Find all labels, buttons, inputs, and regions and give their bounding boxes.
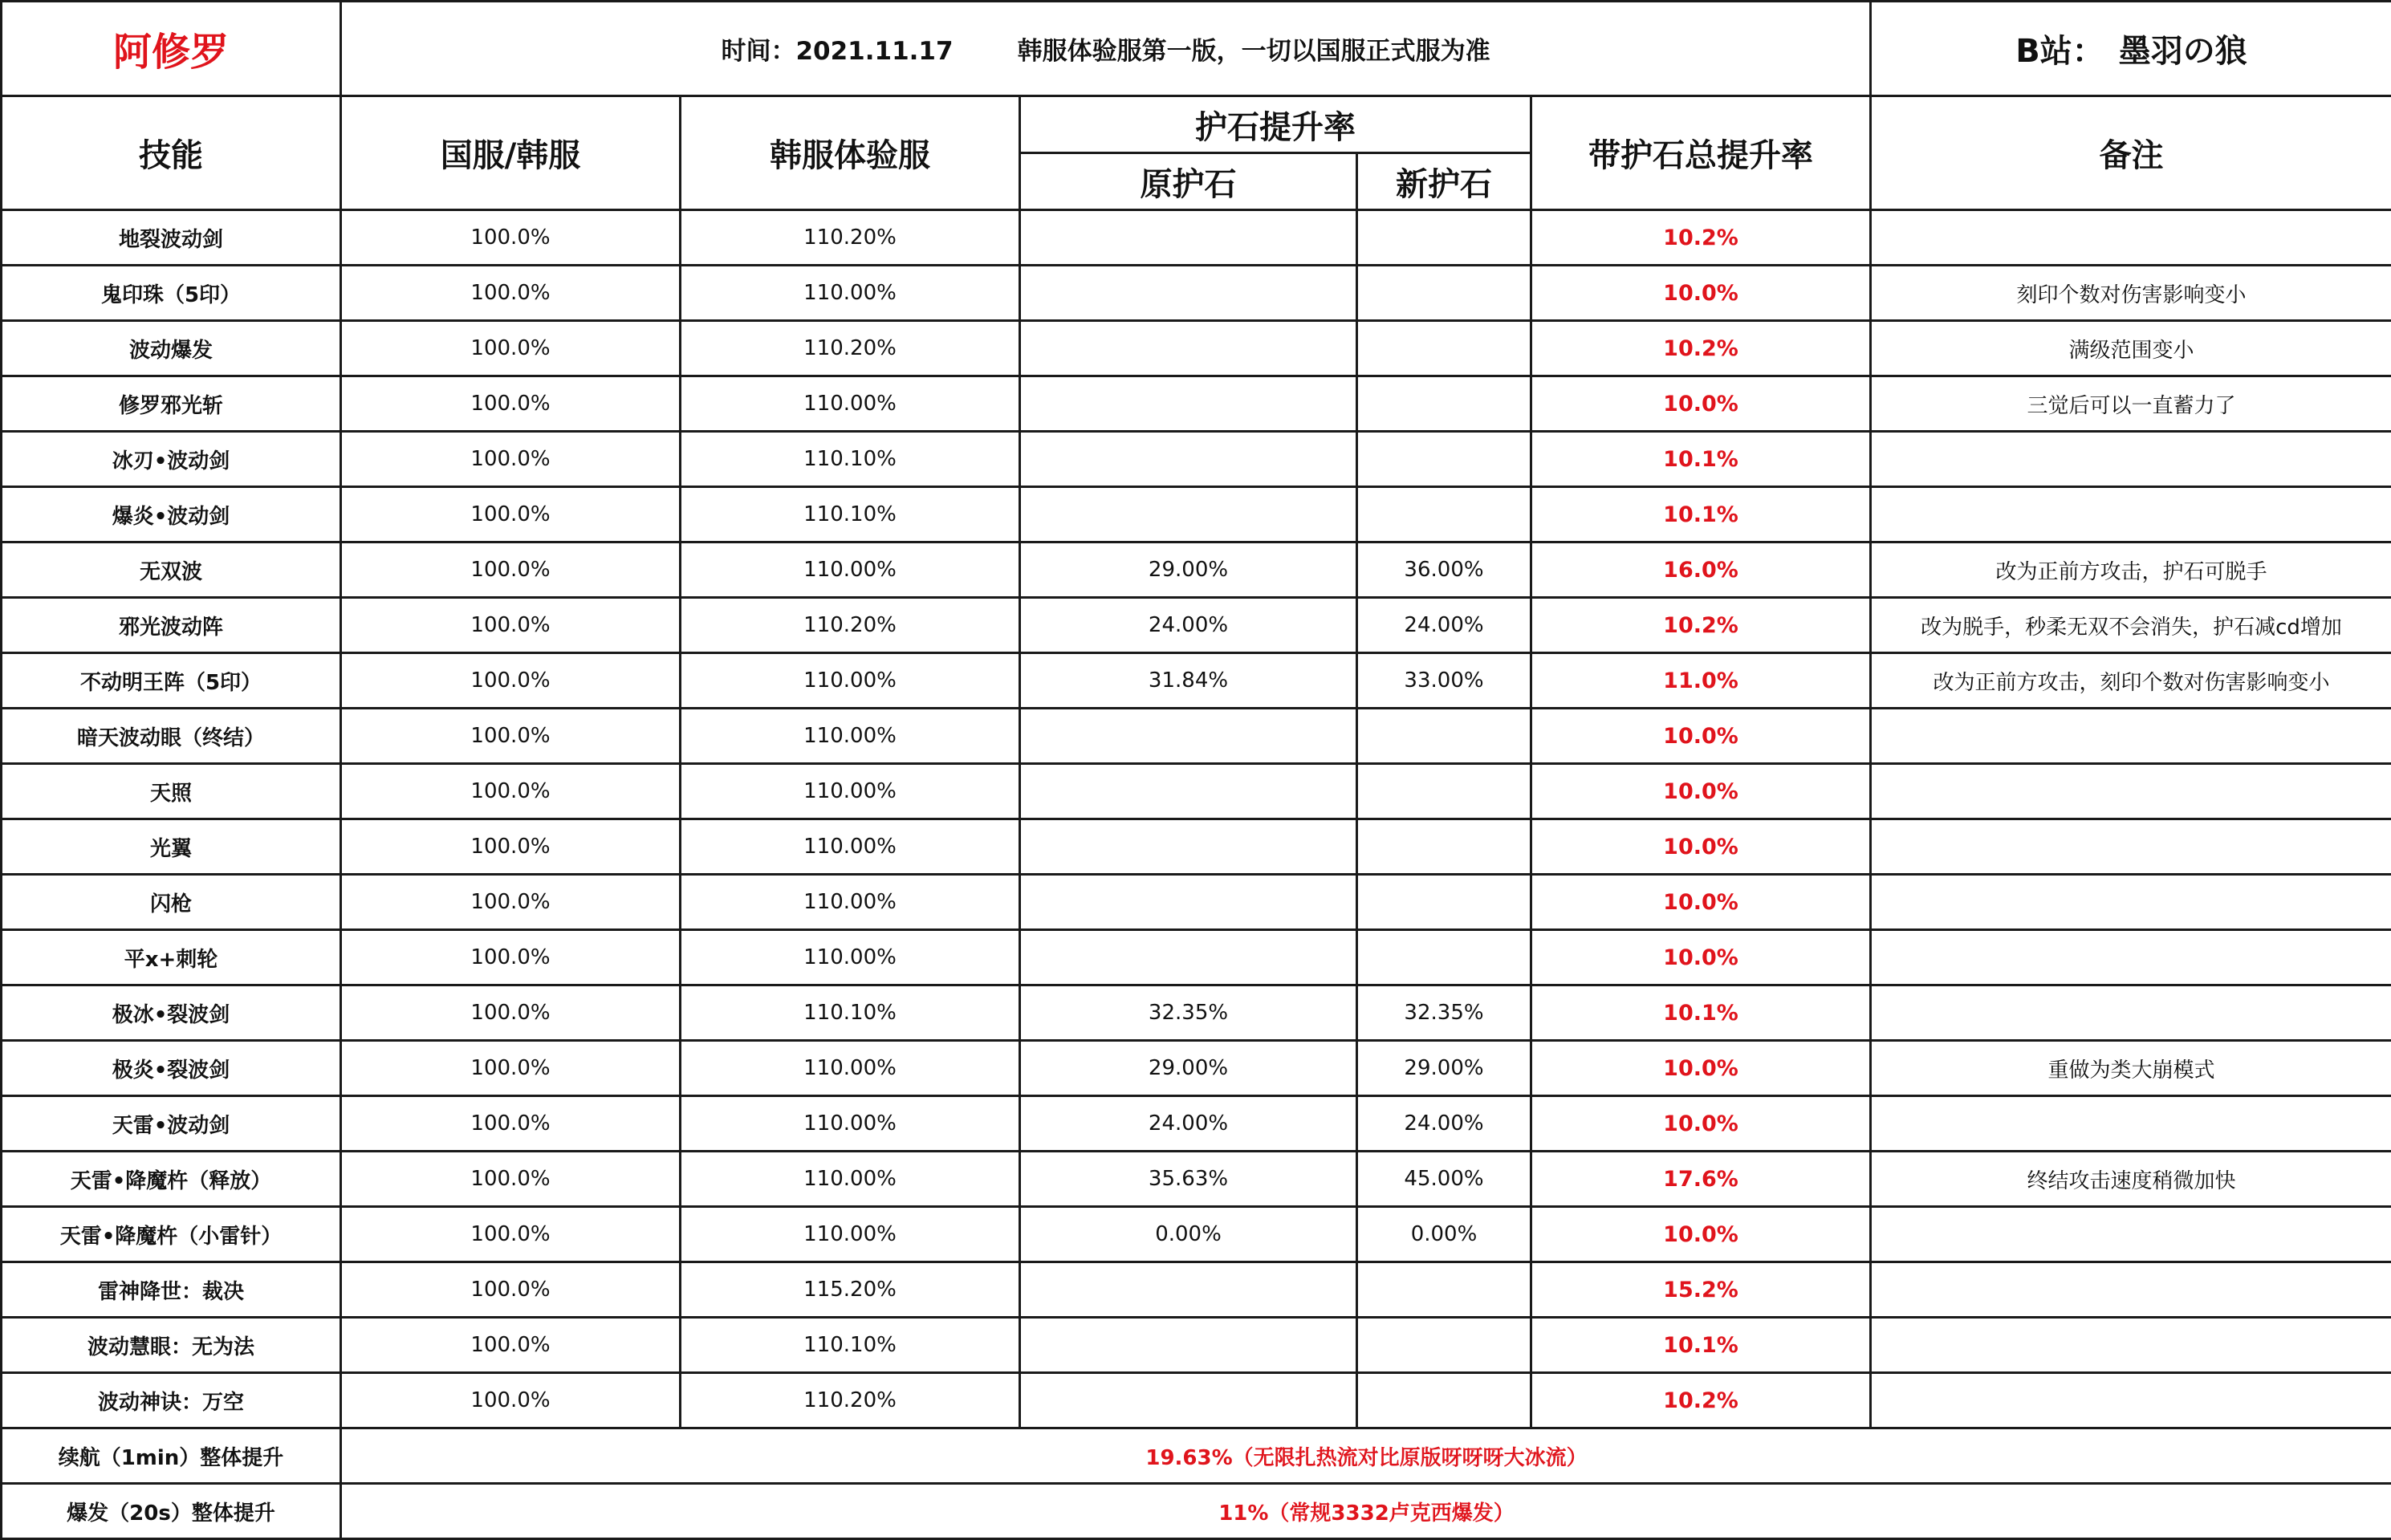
total-rate-cell[interactable]: 17.6% [1531, 1152, 1871, 1207]
kr-test-cell[interactable]: 110.00% [681, 875, 1020, 930]
skill-name-cell[interactable]: 闪枪 [2, 875, 341, 930]
old-stone-cell[interactable]: 0.00% [1020, 1207, 1357, 1262]
skill-name-cell[interactable]: 修罗邪光斩 [2, 376, 341, 432]
col-header-new-stone[interactable]: 新护石 [1357, 153, 1531, 210]
table-row [2, 432, 2391, 487]
old-stone-cell[interactable]: 31.84% [1020, 653, 1357, 709]
summary-row [2, 1484, 2391, 1539]
note-cell[interactable]: 重做为类大崩模式 [1871, 1041, 2391, 1096]
table-row [2, 542, 2391, 598]
skill-name-cell[interactable]: 地裂波动剑 [2, 210, 341, 266]
skill-name-cell[interactable]: 波动慧眼：无为法 [2, 1318, 341, 1373]
kr-test-cell[interactable]: 110.00% [681, 764, 1020, 819]
version-info-cell[interactable] [341, 2, 1871, 96]
old-stone-cell[interactable] [1020, 1373, 1357, 1428]
summary-label-cell[interactable]: 续航（1min）整体提升 [2, 1428, 341, 1484]
total-rate-cell[interactable]: 10.0% [1531, 930, 1871, 985]
old-stone-cell[interactable] [1020, 432, 1357, 487]
cn-kr-cell[interactable]: 100.0% [341, 321, 681, 376]
skill-name-cell[interactable]: 光翼 [2, 819, 341, 875]
skill-name-cell[interactable]: 不动明王阵（5印） [2, 653, 341, 709]
new-stone-cell[interactable] [1357, 1373, 1531, 1428]
new-stone-cell[interactable] [1357, 764, 1531, 819]
note-cell[interactable] [1871, 764, 2391, 819]
kr-test-cell[interactable]: 110.00% [681, 376, 1020, 432]
cn-kr-cell[interactable]: 100.0% [341, 764, 681, 819]
table-row [2, 930, 2391, 985]
character-name[interactable]: 阿修罗 [2, 2, 341, 96]
total-rate-cell[interactable]: 10.2% [1531, 210, 1871, 266]
cn-kr-cell[interactable]: 100.0% [341, 376, 681, 432]
kr-test-cell[interactable]: 110.10% [681, 1318, 1020, 1373]
note-cell[interactable] [1871, 875, 2391, 930]
new-stone-cell[interactable] [1357, 930, 1531, 985]
total-rate-cell[interactable]: 10.1% [1531, 1318, 1871, 1373]
new-stone-cell[interactable]: 24.00% [1357, 1096, 1531, 1152]
new-stone-cell[interactable] [1357, 376, 1531, 432]
total-rate-cell[interactable]: 10.0% [1531, 1096, 1871, 1152]
table-row [2, 819, 2391, 875]
skill-name-cell[interactable]: 平x+刺轮 [2, 930, 341, 985]
note-cell[interactable] [1871, 1096, 2391, 1152]
old-stone-cell[interactable] [1020, 487, 1357, 542]
total-rate-cell[interactable]: 10.0% [1531, 1207, 1871, 1262]
new-stone-cell[interactable] [1357, 321, 1531, 376]
kr-test-cell[interactable]: 110.00% [681, 653, 1020, 709]
skill-name-cell[interactable]: 波动爆发 [2, 321, 341, 376]
kr-test-cell[interactable]: 110.00% [681, 930, 1020, 985]
skill-name-cell[interactable]: 天照 [2, 764, 341, 819]
new-stone-cell[interactable] [1357, 875, 1531, 930]
skill-name-cell[interactable]: 极炎•裂波剑 [2, 1041, 341, 1096]
new-stone-cell[interactable] [1357, 819, 1531, 875]
skill-name-cell[interactable]: 极冰•裂波剑 [2, 985, 341, 1041]
note-cell[interactable] [1871, 985, 2391, 1041]
total-rate-cell[interactable]: 10.1% [1531, 985, 1871, 1041]
old-stone-cell[interactable] [1020, 930, 1357, 985]
old-stone-cell[interactable] [1020, 819, 1357, 875]
table-row [2, 487, 2391, 542]
skill-name-cell[interactable]: 波动神诀：万空 [2, 1373, 341, 1428]
table-row [2, 1262, 2391, 1318]
total-rate-cell[interactable]: 16.0% [1531, 542, 1871, 598]
kr-test-cell[interactable]: 110.00% [681, 819, 1020, 875]
cn-kr-cell[interactable]: 100.0% [341, 875, 681, 930]
cn-kr-cell[interactable]: 100.0% [341, 1096, 681, 1152]
note-cell[interactable] [1871, 487, 2391, 542]
new-stone-cell[interactable]: 0.00% [1357, 1207, 1531, 1262]
old-stone-cell[interactable] [1020, 210, 1357, 266]
cn-kr-cell[interactable]: 100.0% [341, 487, 681, 542]
total-rate-cell[interactable]: 10.0% [1531, 1041, 1871, 1096]
author-cell[interactable] [1871, 2, 2391, 96]
skill-name-cell[interactable]: 雷神降世：裁决 [2, 1262, 341, 1318]
kr-test-cell[interactable]: 110.00% [681, 1207, 1020, 1262]
col-header-kr-test[interactable]: 韩服体验服 [681, 96, 1020, 210]
note-cell[interactable]: 改为正前方攻击，刻印个数对伤害影响变小 [1871, 653, 2391, 709]
col-header-total[interactable]: 带护石总提升率 [1531, 96, 1871, 210]
kr-test-cell[interactable]: 110.20% [681, 321, 1020, 376]
old-stone-cell[interactable] [1020, 321, 1357, 376]
new-stone-cell[interactable]: 24.00% [1357, 598, 1531, 653]
skill-name-cell[interactable]: 天雷•降魔杵（释放） [2, 1152, 341, 1207]
cn-kr-cell[interactable]: 100.0% [341, 1207, 681, 1262]
note-cell[interactable] [1871, 819, 2391, 875]
kr-test-cell[interactable]: 110.00% [681, 542, 1020, 598]
kr-test-cell[interactable]: 110.20% [681, 598, 1020, 653]
col-header-stone-group[interactable]: 护石提升率 [1020, 96, 1531, 153]
note-cell[interactable] [1871, 1207, 2391, 1262]
skill-name-cell[interactable]: 鬼印珠（5印） [2, 266, 341, 321]
new-stone-cell[interactable] [1357, 210, 1531, 266]
kr-test-cell[interactable]: 110.00% [681, 1041, 1020, 1096]
old-stone-cell[interactable]: 29.00% [1020, 1041, 1357, 1096]
cn-kr-cell[interactable]: 100.0% [341, 1318, 681, 1373]
cn-kr-cell[interactable]: 100.0% [341, 542, 681, 598]
note-cell[interactable] [1871, 930, 2391, 985]
cn-kr-cell[interactable]: 100.0% [341, 598, 681, 653]
skill-name-cell[interactable]: 爆炎•波动剑 [2, 487, 341, 542]
skill-name-cell[interactable]: 邪光波动阵 [2, 598, 341, 653]
kr-test-cell[interactable]: 110.00% [681, 1096, 1020, 1152]
cn-kr-cell[interactable]: 100.0% [341, 1041, 681, 1096]
table-row [2, 266, 2391, 321]
note-cell[interactable] [1871, 210, 2391, 266]
skill-name-cell[interactable]: 冰刃•波动剑 [2, 432, 341, 487]
new-stone-cell[interactable]: 29.00% [1357, 1041, 1531, 1096]
total-rate-cell[interactable]: 10.0% [1531, 709, 1871, 764]
new-stone-cell[interactable]: 36.00% [1357, 542, 1531, 598]
skill-name-cell[interactable]: 暗天波动眼（终结） [2, 709, 341, 764]
col-header-old-stone[interactable]: 原护石 [1020, 153, 1357, 210]
old-stone-cell[interactable] [1020, 1262, 1357, 1318]
note-cell[interactable] [1871, 1262, 2391, 1318]
cn-kr-cell[interactable]: 100.0% [341, 432, 681, 487]
table-row [2, 709, 2391, 764]
cn-kr-cell[interactable]: 100.0% [341, 930, 681, 985]
total-rate-cell[interactable]: 11.0% [1531, 653, 1871, 709]
total-rate-cell[interactable]: 10.2% [1531, 598, 1871, 653]
note-cell[interactable] [1871, 1373, 2391, 1428]
skill-name-cell[interactable]: 无双波 [2, 542, 341, 598]
total-rate-cell[interactable]: 10.0% [1531, 875, 1871, 930]
new-stone-cell[interactable] [1357, 1318, 1531, 1373]
note-cell[interactable]: 改为正前方攻击，护石可脱手 [1871, 542, 2391, 598]
table-row [2, 1373, 2391, 1428]
note-cell[interactable] [1871, 709, 2391, 764]
cn-kr-cell[interactable]: 100.0% [341, 266, 681, 321]
cn-kr-cell[interactable]: 100.0% [341, 709, 681, 764]
old-stone-cell[interactable]: 35.63% [1020, 1152, 1357, 1207]
col-header-note[interactable]: 备注 [1871, 96, 2391, 210]
note-cell[interactable]: 三觉后可以一直蓄力了 [1871, 376, 2391, 432]
total-rate-cell[interactable]: 10.2% [1531, 1373, 1871, 1428]
old-stone-cell[interactable]: 24.00% [1020, 598, 1357, 653]
new-stone-cell[interactable]: 33.00% [1357, 653, 1531, 709]
col-header-skill[interactable]: 技能 [2, 96, 341, 210]
old-stone-cell[interactable] [1020, 376, 1357, 432]
kr-test-cell[interactable]: 110.20% [681, 1373, 1020, 1428]
title-row [2, 2, 2391, 96]
table-row [2, 985, 2391, 1041]
kr-test-cell[interactable]: 110.00% [681, 1152, 1020, 1207]
table-row [2, 653, 2391, 709]
summary-label-cell[interactable]: 爆发（20s）整体提升 [2, 1484, 341, 1539]
table-row [2, 1096, 2391, 1152]
kr-test-cell[interactable]: 110.00% [681, 709, 1020, 764]
total-rate-cell[interactable]: 10.1% [1531, 432, 1871, 487]
kr-test-cell[interactable]: 110.10% [681, 432, 1020, 487]
cn-kr-cell[interactable]: 100.0% [341, 819, 681, 875]
col-header-cn-kr[interactable]: 国服/韩服 [341, 96, 681, 210]
old-stone-cell[interactable] [1020, 266, 1357, 321]
total-rate-cell[interactable]: 10.0% [1531, 376, 1871, 432]
kr-test-cell[interactable]: 110.10% [681, 487, 1020, 542]
new-stone-cell[interactable] [1357, 487, 1531, 542]
total-rate-cell[interactable]: 10.0% [1531, 266, 1871, 321]
note-cell[interactable] [1871, 432, 2391, 487]
summary-value-cell[interactable]: 11%（常规3332卢克西爆发） [341, 1484, 2391, 1539]
kr-test-cell[interactable]: 115.20% [681, 1262, 1020, 1318]
new-stone-cell[interactable] [1357, 266, 1531, 321]
new-stone-cell[interactable]: 32.35% [1357, 985, 1531, 1041]
skill-name-cell[interactable]: 天雷•波动剑 [2, 1096, 341, 1152]
cn-kr-cell[interactable]: 100.0% [341, 985, 681, 1041]
new-stone-cell[interactable] [1357, 1262, 1531, 1318]
author-name: 墨羽の狼 [2119, 33, 2247, 70]
new-stone-cell[interactable] [1357, 432, 1531, 487]
note-cell[interactable]: 改为脱手，秒柔无双不会消失，护石减cd增加 [1871, 598, 2391, 653]
table-row [2, 1207, 2391, 1262]
table-row [2, 210, 2391, 266]
total-rate-cell[interactable]: 10.0% [1531, 764, 1871, 819]
header-row-1 [2, 96, 2391, 153]
total-rate-cell[interactable]: 10.2% [1531, 321, 1871, 376]
total-rate-cell[interactable]: 10.1% [1531, 487, 1871, 542]
summary-value-cell[interactable]: 19.63%（无限扎热流对比原版呀呀呀大冰流） [341, 1428, 2391, 1484]
old-stone-cell[interactable] [1020, 764, 1357, 819]
old-stone-cell[interactable]: 32.35% [1020, 985, 1357, 1041]
version-note: 韩服体验服第一版，一切以国服正式服为准 [1018, 30, 1490, 67]
cn-kr-cell[interactable]: 100.0% [341, 1262, 681, 1318]
table-row [2, 1318, 2391, 1373]
table-row [2, 598, 2391, 653]
old-stone-cell[interactable]: 24.00% [1020, 1096, 1357, 1152]
kr-test-cell[interactable]: 110.20% [681, 210, 1020, 266]
note-cell[interactable]: 满级范围变小 [1871, 321, 2391, 376]
table-row [2, 764, 2391, 819]
table-row [2, 1152, 2391, 1207]
kr-test-cell[interactable]: 110.10% [681, 985, 1020, 1041]
kr-test-cell[interactable]: 110.00% [681, 266, 1020, 321]
old-stone-cell[interactable] [1020, 709, 1357, 764]
old-stone-cell[interactable] [1020, 1318, 1357, 1373]
table-row [2, 875, 2391, 930]
cn-kr-cell[interactable]: 100.0% [341, 1152, 681, 1207]
new-stone-cell[interactable] [1357, 709, 1531, 764]
old-stone-cell[interactable] [1020, 875, 1357, 930]
note-cell[interactable]: 终结攻击速度稍微加快 [1871, 1152, 2391, 1207]
note-cell[interactable]: 刻印个数对伤害影响变小 [1871, 266, 2391, 321]
new-stone-cell[interactable]: 45.00% [1357, 1152, 1531, 1207]
table-row [2, 1041, 2391, 1096]
total-rate-cell[interactable]: 15.2% [1531, 1262, 1871, 1318]
table-row [2, 321, 2391, 376]
cn-kr-cell[interactable]: 100.0% [341, 210, 681, 266]
total-rate-cell[interactable]: 10.0% [1531, 819, 1871, 875]
note-cell[interactable] [1871, 1318, 2391, 1373]
table-row [2, 376, 2391, 432]
date-label: 时间：2021.11.17 [721, 30, 953, 67]
skill-name-cell[interactable]: 天雷•降魔杵（小雷针） [2, 1207, 341, 1262]
old-stone-cell[interactable]: 29.00% [1020, 542, 1357, 598]
cn-kr-cell[interactable]: 100.0% [341, 653, 681, 709]
summary-row [2, 1428, 2391, 1484]
cn-kr-cell[interactable]: 100.0% [341, 1373, 681, 1428]
bsite-label: B站： [2015, 33, 2104, 70]
